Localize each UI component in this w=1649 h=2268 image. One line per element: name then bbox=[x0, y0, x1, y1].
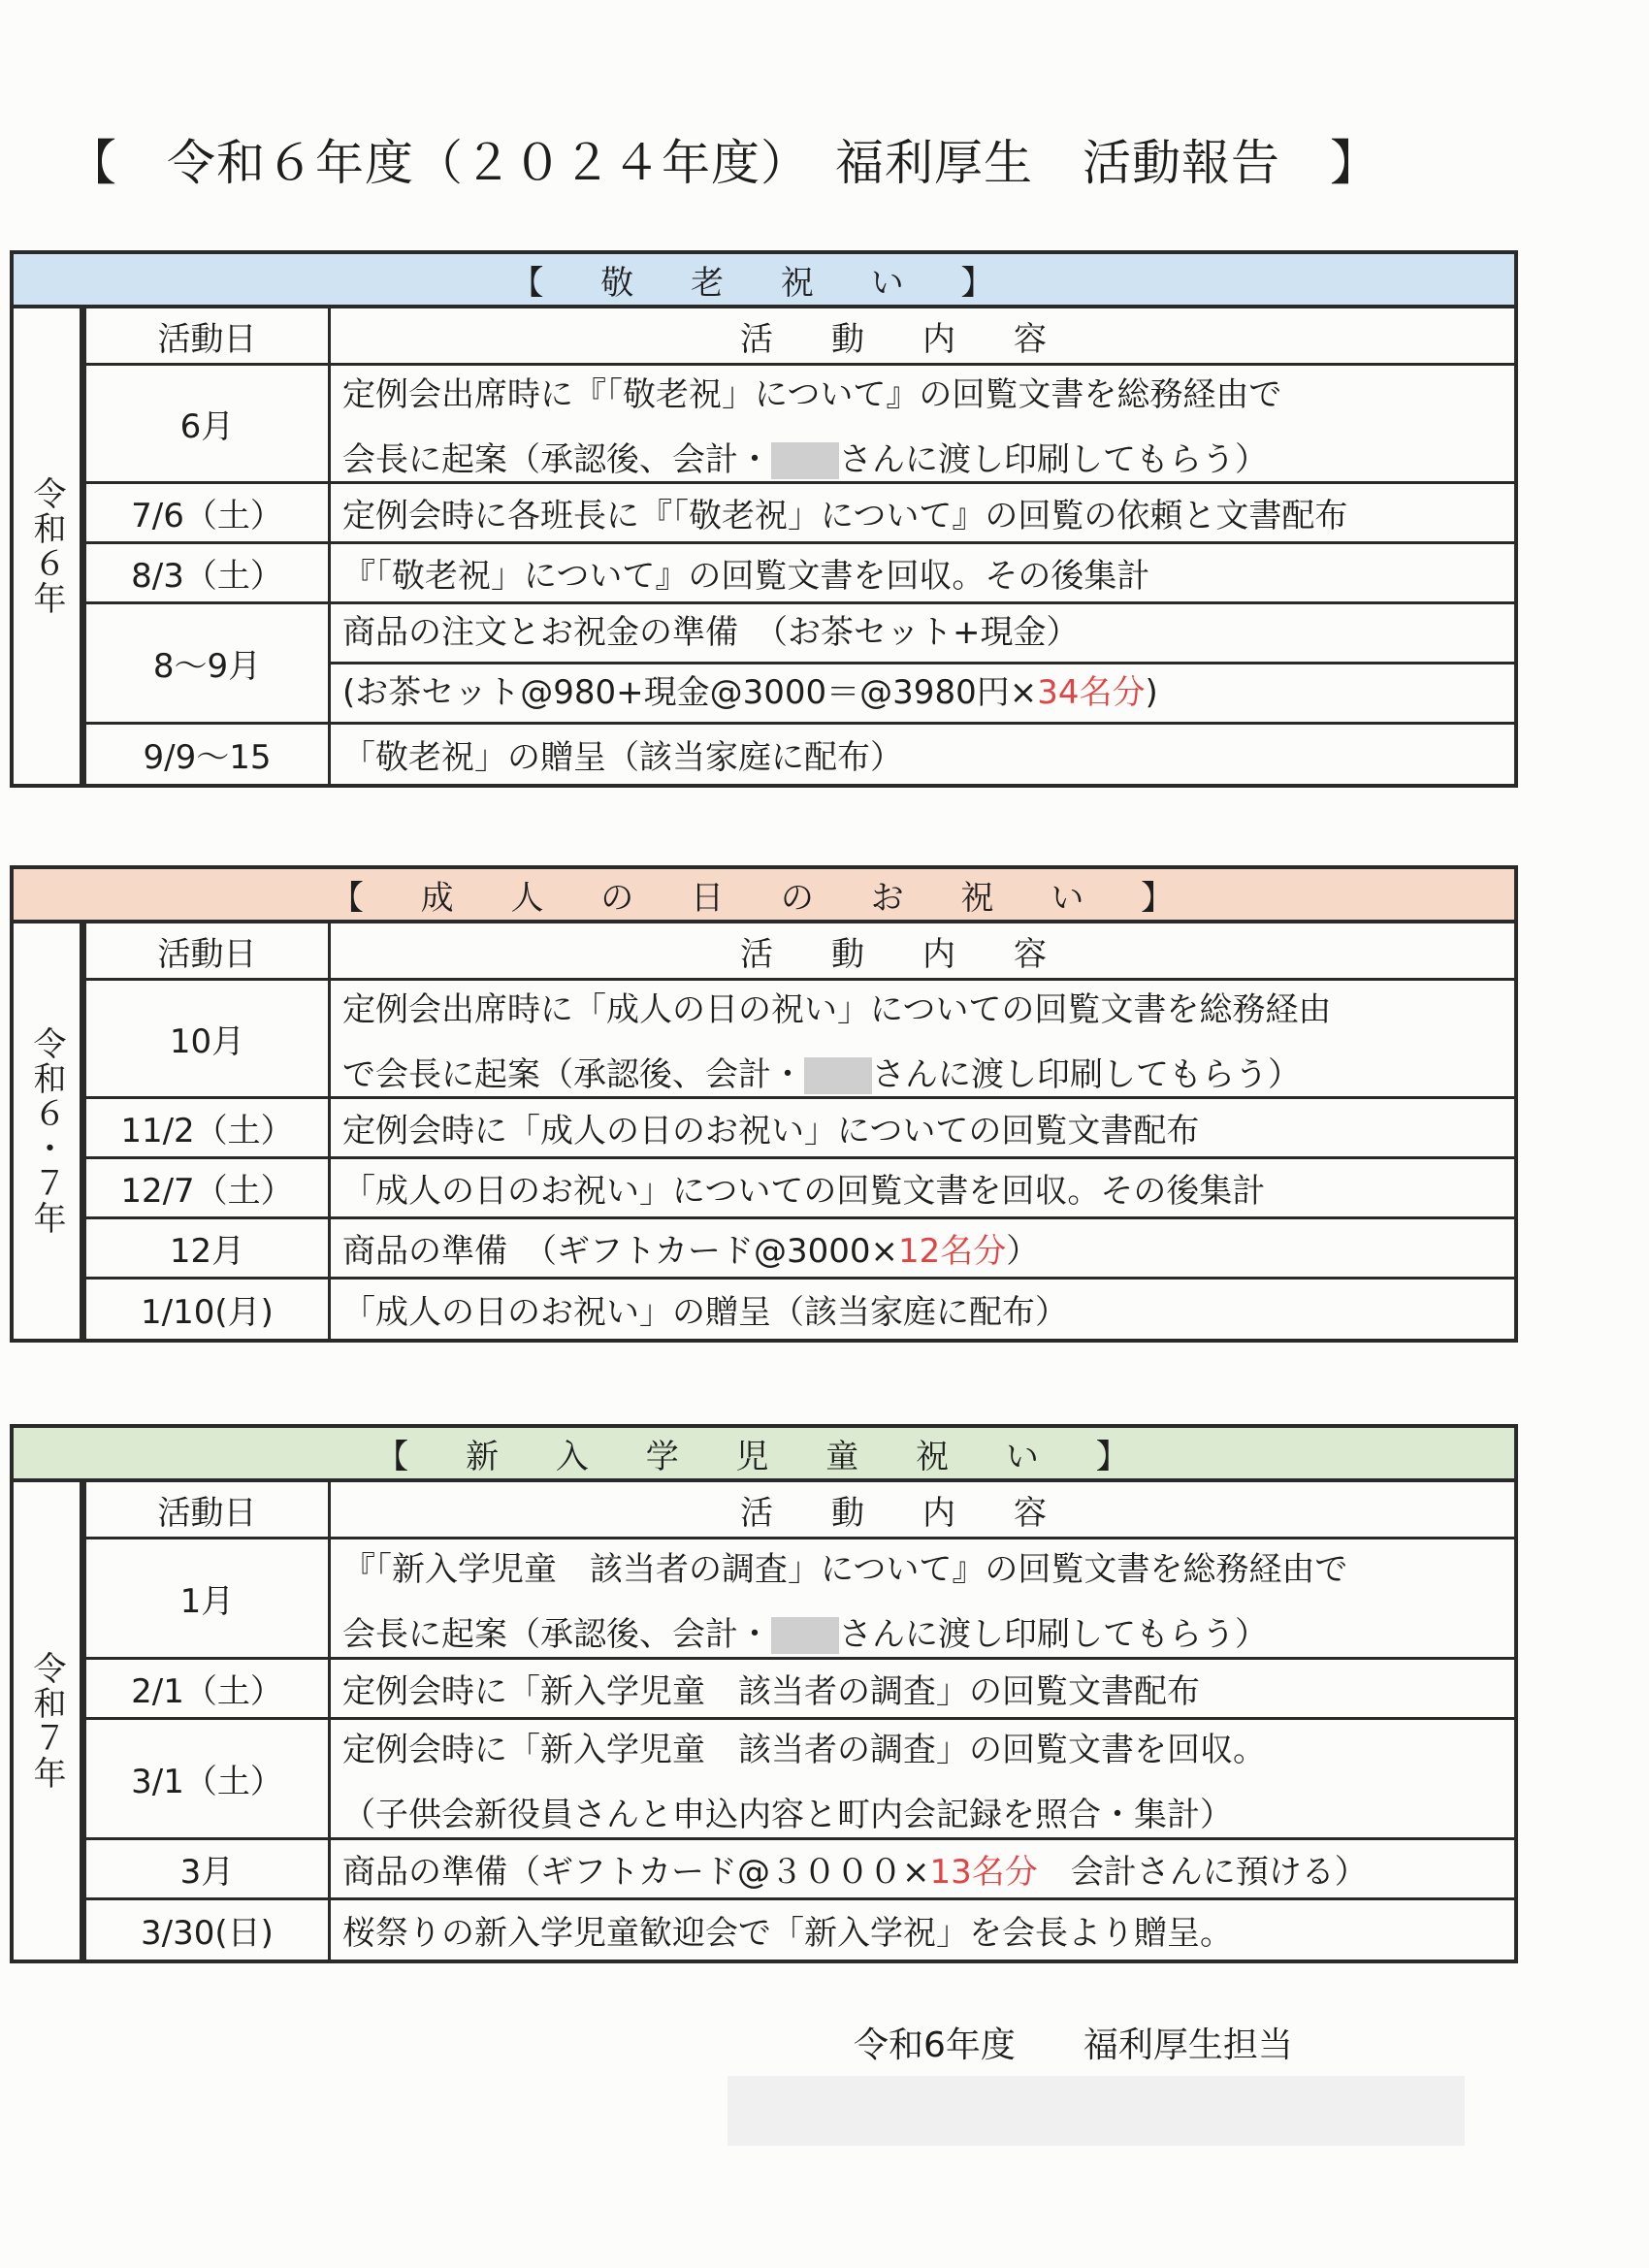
era-label: 令和６年 bbox=[14, 308, 83, 784]
era-label: 令和６・７年 bbox=[14, 923, 83, 1339]
section-heading: 【 成 人 の 日 の お 祝 い 】 bbox=[14, 869, 1514, 923]
activity-date: 6月 bbox=[85, 365, 330, 483]
activity-content: 『「新入学児童 該当者の調査」について』の回覧文書を総務経由で 会長に起案（承認後、会計・ さんに渡し印刷してもらう） bbox=[330, 1539, 1515, 1659]
activity-content: 商品の注文とお祝金の準備 （お茶セット+現金） (お茶セット@980+現金@3000＝@3980円×34名分) bbox=[330, 603, 1515, 724]
activity-date: 8/3（土） bbox=[85, 543, 330, 603]
section-seijin bbox=[10, 865, 1518, 1343]
activity-date: 8〜9月 bbox=[85, 603, 330, 724]
redacted-name bbox=[804, 1057, 872, 1094]
redacted-name bbox=[771, 442, 839, 479]
redacted-signature bbox=[728, 2076, 1465, 2146]
activity-content: 『「敬老祝」について』の回覧文書を回収。その後集計 bbox=[330, 543, 1515, 603]
activity-content: 定例会出席時に「成人の日の祝い」についての回覧文書を総務経由 で会長に起案（承認後、会計・ さんに渡し印刷してもらう） bbox=[330, 980, 1515, 1098]
activity-table bbox=[83, 308, 1514, 784]
activity-date: 12/7（土） bbox=[85, 1158, 330, 1218]
activity-date: 9/9〜15 bbox=[85, 724, 330, 784]
activity-date: 3/1（土） bbox=[85, 1719, 330, 1839]
header-date: 活動日 bbox=[85, 923, 330, 980]
activity-content: 定例会時に「新入学児童 該当者の調査」の回覧文書を回収。 （子供会新役員さんと申込内容と町内会記録を照合・集計） bbox=[330, 1719, 1515, 1839]
activity-date: 2/1（土） bbox=[85, 1659, 330, 1719]
header-date: 活動日 bbox=[85, 308, 330, 365]
activity-content: 定例会時に各班長に『「敬老祝」について』の回覧の依頼と文書配布 bbox=[330, 483, 1515, 543]
footer-role: 福利厚生担当 bbox=[1083, 2025, 1293, 2065]
activity-date: 1月 bbox=[85, 1539, 330, 1659]
header-content: 活動内容 bbox=[330, 1482, 1515, 1539]
header-content: 活動内容 bbox=[330, 308, 1515, 365]
redacted-name bbox=[771, 1617, 839, 1654]
activity-date: 11/2（土） bbox=[85, 1098, 330, 1158]
activity-table bbox=[83, 923, 1514, 1339]
activity-content: 「敬老祝」の贈呈（該当家庭に配布） bbox=[330, 724, 1515, 784]
activity-content: 「成人の日のお祝い」についての回覧文書を回収。その後集計 bbox=[330, 1158, 1515, 1218]
activity-content: 「成人の日のお祝い」の贈呈（該当家庭に配布） bbox=[330, 1279, 1515, 1339]
era-label: 令和７年 bbox=[14, 1482, 83, 1960]
section-shinnyugaku bbox=[10, 1424, 1518, 1963]
section-keiro bbox=[10, 250, 1518, 788]
activity-date: 12月 bbox=[85, 1218, 330, 1279]
activity-table bbox=[83, 1482, 1514, 1960]
footer-year: 令和6年度 bbox=[854, 2025, 1016, 2065]
activity-date: 1/10(月) bbox=[85, 1279, 330, 1339]
activity-content: 商品の準備（ギフトカード@３０００×13名分 会計さんに預ける） bbox=[330, 1839, 1515, 1899]
section-heading: 【 敬 老 祝 い 】 bbox=[14, 254, 1514, 308]
activity-content: 定例会時に「成人の日のお祝い」についての回覧文書配布 bbox=[330, 1098, 1515, 1158]
activity-content: 商品の準備 （ギフトカード@3000×12名分） bbox=[330, 1218, 1515, 1279]
section-heading: 【 新 入 学 児 童 祝 い 】 bbox=[14, 1428, 1514, 1482]
header-date: 活動日 bbox=[85, 1482, 330, 1539]
activity-content: 定例会時に「新入学児童 該当者の調査」の回覧文書配布 bbox=[330, 1659, 1515, 1719]
activity-content: 桜祭りの新入学児童歓迎会で「新入学祝」を会長より贈呈。 bbox=[330, 1899, 1515, 1960]
activity-date: 10月 bbox=[85, 980, 330, 1098]
activity-date: 3月 bbox=[85, 1839, 330, 1899]
activity-date: 7/6（土） bbox=[85, 483, 330, 543]
header-content: 活動内容 bbox=[330, 923, 1515, 980]
activity-date: 3/30(日) bbox=[85, 1899, 330, 1960]
document-title: 【 令和６年度（２０２４年度） 福利厚生 活動報告 】 bbox=[68, 135, 1379, 191]
footer bbox=[854, 2018, 1293, 2067]
activity-content: 定例会出席時に『「敬老祝」について』の回覧文書を総務経由で 会長に起案（承認後、会計・ さんに渡し印刷してもらう） bbox=[330, 365, 1515, 483]
